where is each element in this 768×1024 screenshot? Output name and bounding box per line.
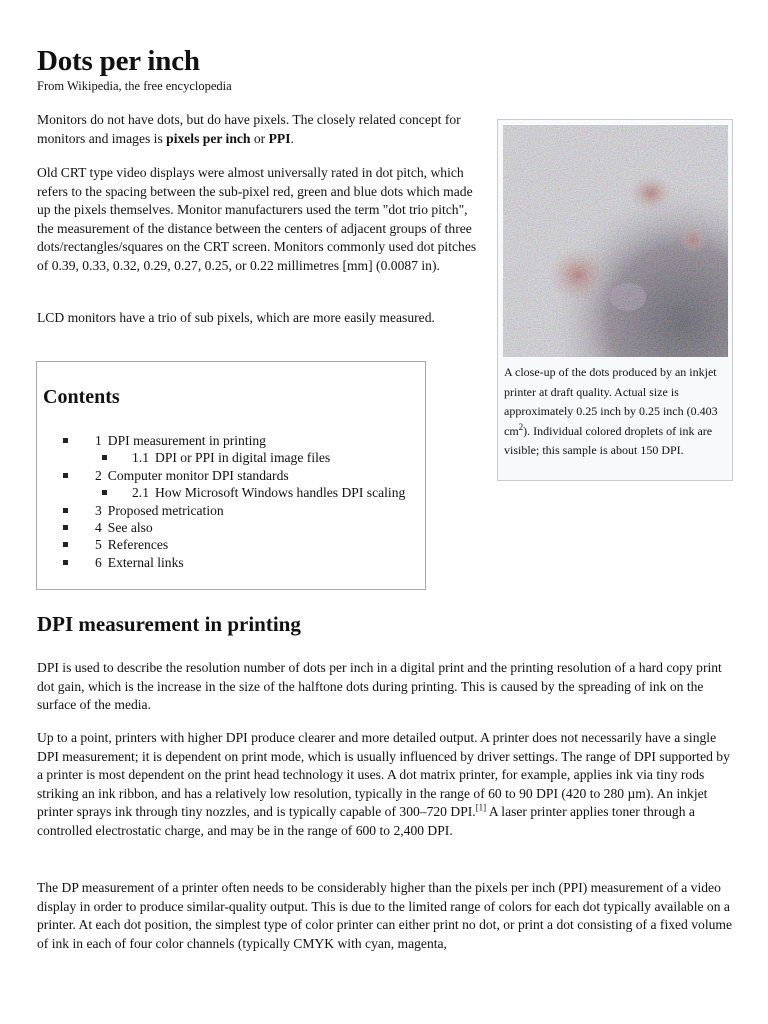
- intro-text: Monitors do not have dots, but do have pixels. The closely related concept for monitors and images is: [37, 112, 461, 146]
- toc-item-dpi-or-ppi[interactable]: [63, 449, 405, 466]
- figure-caption: [504, 363, 728, 461]
- intro-paragraph-2: Old CRT type video displays were almost universally rated in dot pitch, which refers to the spacing between the sub-pixel red, green and blue dots which made up the pixels themselves. Monitor manufacturers used the term "dot trio pitch", the measurement of the distance between the centers of adjacent groups of three dots/rectangles/squares on the CRT screen. Monitors commonly used dot pitches of 0.39, 0.33, 0.32, 0.29, 0.27, 0.25, or 0.22 millimetres [mm] (0.0087 in).: [37, 165, 477, 273]
- toc-item-external-links[interactable]: [63, 554, 405, 571]
- toc-number: 2.1: [132, 485, 149, 501]
- toc-number: 1.1: [132, 450, 149, 466]
- caption-text: A close-up of the dots produced by an inkjet printer at draft quality. Actual size is approximately 0.25 inch by 0.25 inch (0.403 cm: [504, 365, 718, 438]
- toc-item-proposed-metrication[interactable]: [63, 502, 405, 519]
- section-paragraph-3: The DP measurement of a printer often needs to be considerably higher than the pixels per inch (PPI) measurement of a video display in order to produce similar-quality output. This is due to the limited range of colors for each dot typically available on a printer. At each dot position, the simplest type of color printer can either print no dot, or print a dot consisting of a fixed volume of ink in each of four color channels (typically CMYK with cyan, magenta,: [37, 880, 733, 951]
- section-paragraph-1: DPI is used to describe the resolution number of dots per inch in a digital print and the printing resolution of a hard copy print dot gain, which is the increase in the size of the halftone dots during printing. This is caused by the spreading of ink on the surface of the media.: [37, 660, 722, 712]
- toc-label: Proposed metrication: [107, 502, 224, 518]
- toc-number: 5: [95, 537, 102, 553]
- toc-number: 2: [95, 467, 102, 483]
- caption-text: ). Individual colored droplets of ink are visible; this sample is about 150 DPI.: [504, 423, 713, 457]
- page-subtitle: From Wikipedia, the free encyclopedia: [37, 79, 232, 93]
- toc-item-see-also[interactable]: [63, 519, 405, 536]
- toc-label: DPI measurement in printing: [107, 433, 266, 448]
- toc-label: Computer monitor DPI standards: [107, 467, 289, 483]
- toc-number: 4: [95, 520, 102, 536]
- toc-label: DPI or PPI in digital image files: [155, 450, 331, 466]
- toc-number: 6: [95, 554, 102, 570]
- toc-list: [63, 432, 405, 571]
- paragraph-text: Up to a point, printers with higher DPI produce clearer and more detailed output. A printer does not necessarily have a single DPI measurement; it is dependent on print mode, which is usually influenced by driver settings. The range of DPI supported by a printer is most dependent on the print head technology it uses. A dot matrix printer, for example, applies ink via tiny rods striking an ink ribbon, and has a relatively low resolution, typically in the range of 60 to 90 DPI (420 to 280 µm). An inkjet printer sprays ink through tiny nozzles, and is typically capable of 300–720 DPI.: [37, 730, 730, 819]
- inkjet-closeup-image: [503, 125, 728, 357]
- section-heading-dpi-printing: DPI measurement in printing: [37, 612, 301, 636]
- page-title: Dots per inch: [37, 45, 200, 77]
- toc-number: 3: [95, 502, 102, 518]
- caption-superscript: 2: [518, 421, 524, 432]
- section-paragraph-2: [37, 729, 737, 840]
- ppi-term: PPI: [268, 130, 291, 146]
- intro-paragraph-1: [37, 111, 477, 148]
- table-of-contents: [36, 361, 426, 590]
- toc-label: External links: [107, 554, 184, 570]
- toc-label: How Microsoft Windows handles DPI scaling: [155, 485, 406, 501]
- paragraph-text: A laser printer applies toner through a controlled electrostatic charge, and may be in the range of 600 to 2,400 DPI.: [37, 804, 695, 838]
- toc-item-windows-dpi-scaling[interactable]: [63, 484, 405, 501]
- intro-paragraph-3: LCD monitors have a trio of sub pixels, which are more easily measured.: [37, 310, 435, 325]
- pixels-per-inch-term: pixels per inch: [166, 130, 251, 146]
- intro-text: .: [290, 130, 294, 146]
- toc-item-computer-monitor-dpi[interactable]: [63, 467, 405, 484]
- toc-label: References: [107, 537, 169, 553]
- toc-label: See also: [107, 520, 153, 536]
- reference-link[interactable]: [1]: [475, 802, 487, 813]
- toc-heading: Contents: [43, 386, 120, 408]
- intro-text: or: [250, 130, 269, 146]
- toc-number: 1: [95, 433, 102, 448]
- inkjet-figure: [497, 119, 733, 481]
- toc-item-dpi-measurement-in-printing[interactable]: [63, 432, 405, 449]
- toc-item-references[interactable]: [63, 536, 405, 553]
